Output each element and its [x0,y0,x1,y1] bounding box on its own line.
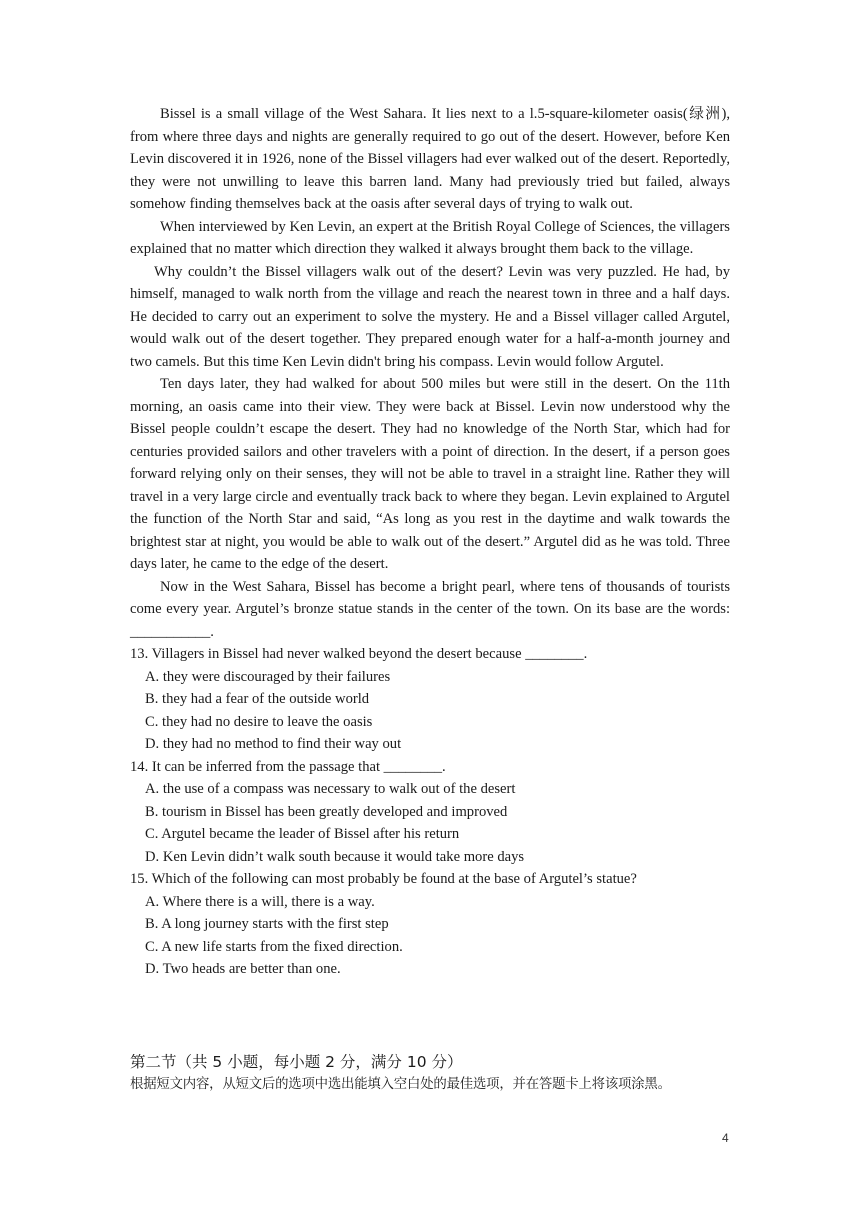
answer-option: C. A new life starts from the fixed direction. [145,938,403,955]
answer-option: D. they had no method to find their way out [145,736,402,752]
question-14 [130,756,730,869]
question-stem: 13. Villagers in Bissel had never walked beyond the desert because ________. [130,646,588,662]
answer-option: B. tourism in Bissel has been greatly developed and improved [145,803,508,820]
answer-option: A. Where there is a will, there is a way. [145,893,375,910]
answer-option: B. A long journey starts with the first step [145,916,389,932]
passage-paragraph: Ten days later, they had walked for about 500 miles but were still in the desert. On the 11th morning, an oasis came into their view. They were back at Bissel. Levin now understood why the Bissel people couldn’t escape the desert. They had no knowledge of the North Star, which had for centuries provided sailors and other travelers with a point of direction. In the desert, if a person goes forward relying only on their senses, they will not be able to travel in a straight line. Rather they will travel in a very large circle and eventually track back to where they began. Levin explained to Argutel the function of the North Star and said, “As long as you rest in the daytime and walk towards the brightest star at night, you would be able to walk out of the desert.” Argutel did as he was told. Three days later, he came to the edge of the desert. [130,376,730,572]
passage-paragraph: When interviewed by Ken Levin, an expert at the British Royal College of Sciences, the villagers explained that no matter which direction they walked it always brought them back to the village. [130,218,730,257]
answer-option: C. Argutel became the leader of Bissel after his return [145,826,460,842]
passage-paragraph: Why couldn’t the Bissel villagers walk out of the desert? Levin was very puzzled. He had, by himself, managed to walk north from the village and reach the nearest town in three and a half days. He decided to carry out an experiment to solve the mystery. He and a Bissel villager called Argutel, would walk out of the desert together. They prepared enough water for a half-a-month journey and two camels. But this time Ken Levin didn't bring his compass. Levin would follow Argutel. [130,263,730,370]
question-stem: 14. It can be inferred from the passage that ________. [130,758,446,775]
section-header [130,1050,740,1096]
page-number: 4 [722,1131,729,1145]
passage-paragraph: Bissel is a small village of the West Sahara. It lies next to a l.5-square-kilometer oasis(绿洲), from where three days and nights are generally required to go out of the desert. However, before Ken Levin discovered it in 1926, none of the Bissel villagers had ever walked out of the desert. Reportedly, they were not unwilling to leave this barren land. Many had previously tried but failed, always somehow finding themselves back at the oasis after several days of trying to walk out. [130,106,730,212]
answer-option: D. Ken Levin didn’t walk south because it would take more days [145,848,525,865]
reading-passage [130,103,730,981]
question-15 [130,868,730,981]
answer-option: B. they had a fear of the outside world [145,691,370,707]
answer-option: D. Two heads are better than one. [145,961,341,977]
answer-option: C. they had no desire to leave the oasis [145,713,373,730]
question-13 [130,643,730,756]
answer-option: A. they were discouraged by their failures [145,668,391,685]
passage-paragraph: Now in the West Sahara, Bissel has become a bright pearl, where tens of thousands of tourists come every year. Argutel’s bronze statue stands in the center of the town. On its base are the words: ___________. [130,578,730,640]
section-title: 第二节（共 5 小题，每小题 2 分，满分 10 分） [130,1053,463,1071]
answer-option: A. the use of a compass was necessary to walk out of the desert [145,781,516,797]
section-instruction: 根据短文内容，从短文后的选项中选出能填入空白处的最佳选项，并在答题卡上将该项涂黑。 [130,1077,671,1092]
question-stem: 15. Which of the following can most probably be found at the base of Argutel’s statue? [130,871,637,887]
